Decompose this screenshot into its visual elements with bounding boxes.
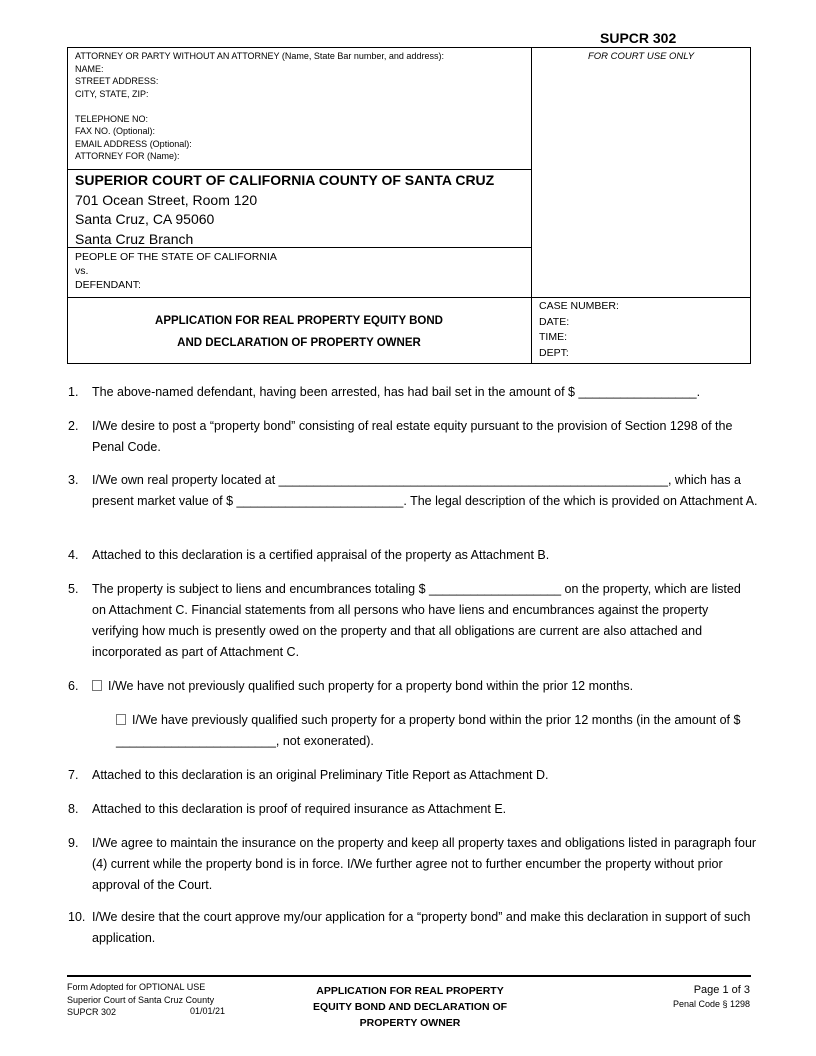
footer-date: 01/01/21 bbox=[190, 1006, 226, 1016]
footer-title-2: EQUITY BOND AND DECLARATION OF bbox=[312, 1001, 508, 1013]
item-text: I/We desire that the court approve my/our application for a “property bond” and make this declaration in support of such application. bbox=[92, 910, 751, 945]
item-number: 1. bbox=[68, 385, 79, 399]
not-qualified-checkbox[interactable] bbox=[92, 680, 102, 691]
item-9 bbox=[68, 833, 758, 896]
footer-title-1: APPLICATION FOR REAL PROPERTY bbox=[316, 985, 504, 997]
item-number: 2. bbox=[68, 419, 79, 433]
footer-right bbox=[600, 983, 750, 1010]
item-number: 9. bbox=[68, 836, 79, 850]
item-text: I/We have not previously qualified such property for a property bond within the prior 12 months. bbox=[108, 679, 634, 693]
case-number-field[interactable]: CASE NUMBER: bbox=[539, 300, 619, 312]
item-6 bbox=[68, 676, 758, 697]
court-street: 701 Ocean Street, Room 120 bbox=[75, 191, 258, 208]
item-text: I/We have previously qualified such property for a property bond within the prior 12 months (in the amount of $ _______________________, not exonerated). bbox=[116, 713, 741, 748]
item-3 bbox=[68, 470, 758, 512]
document-title bbox=[67, 310, 531, 354]
item-1 bbox=[68, 382, 758, 403]
item-text: I/We agree to maintain the insurance on the property and keep all property taxes and obligations listed in paragraph four (4) current while the property bond is in force. I/We further agree not to further encumber the property without prior approval of the Court. bbox=[92, 836, 757, 892]
item-number: 6. bbox=[68, 679, 79, 693]
item-text: I/We desire to post a “property bond” consisting of real estate equity pursuant to the provision of Section 1298 of the Penal Code. bbox=[92, 419, 733, 454]
item-text: Attached to this declaration is proof of required insurance as Attachment E. bbox=[92, 802, 507, 816]
attorney-street-field[interactable]: STREET ADDRESS: bbox=[75, 76, 159, 86]
footer-title bbox=[290, 983, 530, 1031]
parties-divider bbox=[67, 297, 751, 298]
item-number: 5. bbox=[68, 582, 79, 596]
item-6-option-b bbox=[68, 710, 758, 752]
form-id: SUPCR 302 bbox=[600, 30, 677, 46]
court-name: SUPERIOR COURT OF CALIFORNIA COUNTY OF SANTA CRUZ bbox=[75, 172, 495, 188]
attorney-name-field[interactable]: NAME: bbox=[75, 63, 104, 74]
title-line-2: AND DECLARATION OF PROPERTY OWNER bbox=[177, 337, 421, 349]
item-10 bbox=[68, 907, 758, 949]
plaintiff: PEOPLE OF THE STATE OF CALIFORNIA bbox=[75, 251, 277, 263]
item-text: Attached to this declaration is a certified appraisal of the property as Attachment B. bbox=[92, 548, 550, 562]
attorney-divider bbox=[67, 169, 532, 170]
versus: vs. bbox=[75, 265, 89, 277]
footer-adopted: Form Adopted for OPTIONAL USE bbox=[67, 982, 206, 992]
item-text: The property is subject to liens and encumbrances totaling $ ___________________ on the property, which are listed on Attachment C. Financial statements from all persons who have liens and encumbrances against the property verifying how much is presently owed on the property and that all obligations are current are also attached and incorporated as part of Attachment C. bbox=[92, 582, 741, 659]
attorney-for-field[interactable]: ATTORNEY FOR (Name): bbox=[75, 151, 180, 161]
item-2 bbox=[68, 416, 758, 458]
item-number: 3. bbox=[68, 473, 79, 487]
item-text: I/We own real property located at ________________________________________________________, which has a present market value of $ ________________________. The legal description of the which is provided on Attachment A. bbox=[92, 473, 758, 508]
date-field[interactable]: DATE: bbox=[539, 315, 570, 328]
item-text: The above-named defendant, having been arrested, has had bail set in the amount of $ _________________. bbox=[92, 385, 701, 399]
item-number: 7. bbox=[68, 768, 79, 782]
item-4 bbox=[68, 545, 758, 566]
court-use-label: FOR COURT USE ONLY bbox=[587, 51, 695, 62]
defendant-field[interactable]: DEFENDANT: bbox=[75, 279, 141, 291]
court-city: Santa Cruz, CA 95060 bbox=[75, 211, 215, 227]
item-7 bbox=[68, 765, 758, 786]
page-number: Page 1 of 3 bbox=[693, 984, 750, 996]
footer-form: SUPCR 302 bbox=[67, 1007, 117, 1017]
attorney-header: ATTORNEY OR PARTY WITHOUT AN ATTORNEY (Name, State Bar number, and address): bbox=[75, 51, 444, 61]
item-number: 4. bbox=[68, 548, 79, 562]
item-5 bbox=[68, 579, 758, 663]
case-info-block bbox=[539, 299, 749, 361]
attorney-block bbox=[75, 50, 525, 163]
attorney-telephone-field[interactable]: TELEPHONE NO: bbox=[75, 113, 149, 124]
court-block bbox=[75, 171, 530, 249]
previously-qualified-checkbox[interactable] bbox=[116, 714, 126, 725]
item-text: Attached to this declaration is an original Preliminary Title Report as Attachment D. bbox=[92, 768, 549, 782]
court-branch: Santa Cruz Branch bbox=[75, 230, 194, 247]
attorney-fax-field[interactable]: FAX NO. (Optional): bbox=[75, 126, 156, 136]
title-line-1: APPLICATION FOR REAL PROPERTY EQUITY BOND bbox=[155, 315, 443, 327]
time-field[interactable]: TIME: bbox=[539, 331, 567, 343]
footer-court: Superior Court of Santa Cruz County bbox=[67, 994, 215, 1005]
parties-block bbox=[75, 250, 525, 292]
footer-title-3: PROPERTY OWNER bbox=[359, 1017, 461, 1029]
item-number: 8. bbox=[68, 802, 79, 816]
dept-field[interactable]: DEPT: bbox=[539, 346, 569, 359]
attorney-email-field[interactable]: EMAIL ADDRESS (Optional): bbox=[75, 138, 192, 149]
item-8 bbox=[68, 799, 758, 820]
attorney-city-field[interactable]: CITY, STATE, ZIP: bbox=[75, 88, 149, 99]
caption-divider bbox=[531, 47, 532, 364]
footer-left bbox=[67, 981, 267, 1019]
penal-code: Penal Code § 1298 bbox=[672, 999, 750, 1009]
item-number: 10. bbox=[68, 910, 86, 924]
footer-divider bbox=[67, 975, 751, 977]
